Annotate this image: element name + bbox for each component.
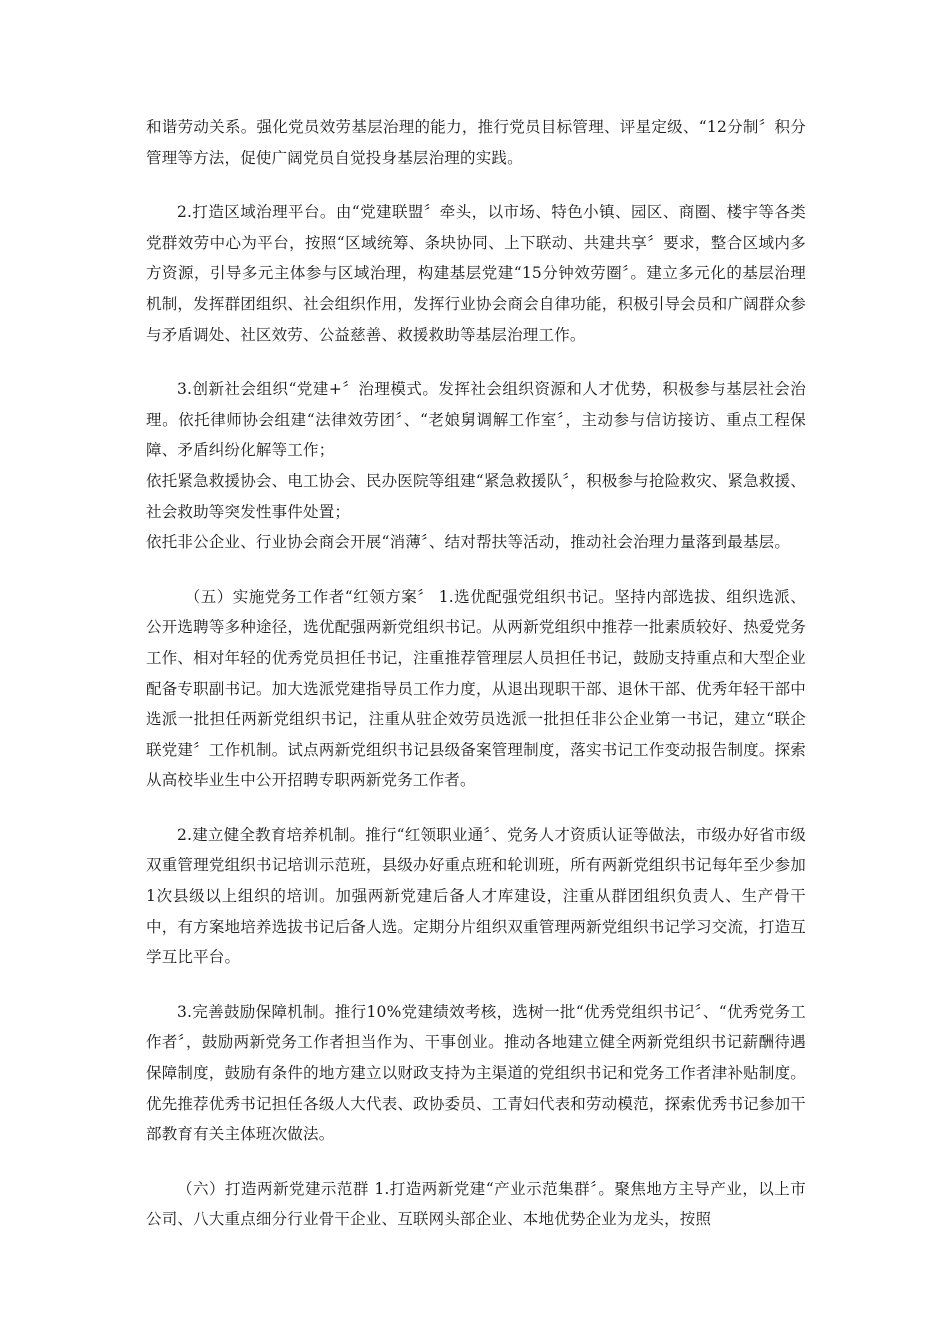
- paragraph-emergency-rescue: 依托紧急救援协会、电工协会、民办医院等组建“紧急救援队〞，积极参与抢险救灾、紧急救援、社会救助等突发性事件处置；: [146, 471, 806, 521]
- paragraph-education-training: 2.建立健全教育培养机制。推行“红领职业通〞、党务人才资质认证等做法，市级办好省市级双重管理党组织书记培训示范班，县级办好重点班和轮训班，所有两新党组织书记每年至少参加1次县级以上组织的培训。加强两新党建后备人才库建设，注重从群团组织负责人、生产骨干中，有方案地培养选拔书记后备人选。定期分片组织双重管理两新党组织书记学习交流，打造互学互比平台。: [146, 825, 806, 967]
- document-body: [146, 112, 806, 1235]
- paragraph-labor-relations: 和谐劳动关系。强化党员效劳基层治理的能力，推行党员目标管理、评星定级、“12分制〞积分管理等方法，促使广阔党员自觉投身基层治理的实践。: [146, 118, 806, 167]
- paragraph-non-public-enterprises: 依托非公企业、行业协会商会开展“消薄〞、结对帮扶等活动，推动社会治理力量落到最基层。: [146, 533, 791, 552]
- paragraph-regional-governance: 2.打造区域治理平台。由“党建联盟〞牵头，以市场、特色小镇、园区、商圈、楼宇等各类党群效劳中心为平台，按照“区域统筹、条块协同、上下联动、共建共享〞要求，整合区域内多方资源，引导多元主体参与区域治理，构建基层党建“15分钟效劳圈〞。建立多元化的基层治理机制，发挥群团组织、社会组织作用，发挥行业协会商会自律功能，积极引导会员和广阔群众参与矛盾调处、社区效劳、公益慈善、救援救助等基层治理工作。: [146, 203, 806, 344]
- paragraph-incentive-guarantee: 3.完善鼓励保障机制。推行10%党建绩效考核，选树一批“优秀党组织书记〞、“优秀党务工作者〞，鼓励两新党务工作者担当作为、干事创业。推动各地建立健全两新党组织书记薪酬待遇保障制度，鼓励有条件的地方建立以财政支持为主渠道的党组织书记和党务工作者津补贴制度。优先推荐优秀书记担任各级人大代表、政协委员、工青妇代表和劳动模范，探索优秀书记参加干部教育有关主体班次做法。: [146, 1002, 806, 1144]
- paragraph-red-collar-plan: （五）实施党务工作者“红领方案〞 1.选优配强党组织书记。坚持内部选拔、组织选派、公开选聘等多种途径，选优配强两新党组织书记。从两新党组织中推荐一批素质较好、热爱党务工作、相对年轻的优秀党员担任书记，注重推荐管理层人员担任书记，鼓励支持重点和大型企业配备专职副书记。加大选派党建指导员工作力度，从退出现职干部、退休干部、优秀年轻干部中选派一批担任两新党组织书记，注重从驻企效劳员选派一批担任非公企业第一书记，建立“联企联党建〞工作机制。试点两新党组织书记县级备案管理制度，落实书记工作变动报告制度。探索从高校毕业生中公开招聘专职两新党务工作者。: [146, 587, 806, 790]
- paragraph-demonstration-cluster: （六）打造两新党建示范群 1.打造两新党建“产业示范集群〞。聚焦地方主导产业，以上市公司、八大重点细分行业骨干企业、互联网头部企业、本地优势企业为龙头，按照: [146, 1179, 806, 1229]
- paragraph-social-org-model: 3.创新社会组织“党建+〞治理模式。发挥社会组织资源和人才优势，积极参与基层社会治理。依托律师协会组建“法律效劳团〞、“老娘舅调解工作室〞，主动参与信访接访、重点工程保障、矛盾纠纷化解等工作；: [146, 380, 806, 460]
